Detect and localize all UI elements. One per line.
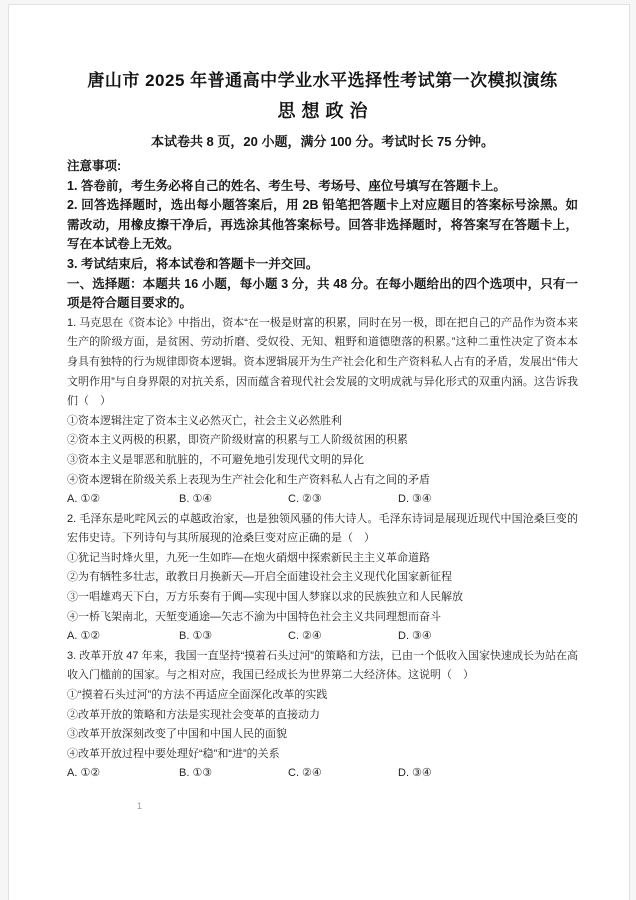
question-2-choice-c: C. ②④: [288, 630, 322, 643]
question-1-choice-c: C. ②③: [288, 493, 322, 506]
question-2-statement-3: ③一唱雄鸡天下白，万方乐奏有于阗—实现中国人梦寐以求的民族独立和人民解放: [67, 591, 463, 604]
notice-item-3: 3. 考试结束后，将本试卷和答题卡一并交回。: [67, 256, 319, 271]
question-1-statement-4: ④资本逻辑在阶级关系上表现为生产社会化和生产资料私人占有之间的矛盾: [67, 473, 430, 486]
question-3-choice-d: D. ③④: [398, 767, 432, 780]
notice-item-2: 2. 回答选择题时，选出每小题答案后，用 2B 铅笔把答题卡上对应题目的答案标号涂黑。如需改动，用橡皮擦干净后，再选涂其他答案标号。回答非选择题时，将答案写在答题卡上，写在本试卷上无效。: [67, 198, 578, 252]
question-1-stem: 1. 马克思在《资本论》中指出，资本“在一极是财富的积累，同时在另一极，即在把自己的产品作为资本来生产的阶级方面，是贫困、劳动折磨、受奴役、无知、粗野和道德堕落的积累。”这种二重性决定了资本本身具有独特的行为规律即资本逻辑。资本逻辑展开为生产社会化和生产资料私人占有的矛盾，发展出“伟大文明作用”与自身界限的对抗关系，因而蕴含着现代社会发展的文明成就与异化形式的双重内涵。这告诉我们（ ）: [67, 316, 578, 408]
question-3-statement-2: ②改革开放的策略和方法是实现社会变革的直接动力: [67, 708, 320, 721]
question-1-choices-row: [67, 490, 578, 510]
subject-title: 思想政治: [277, 101, 374, 121]
exam-info: 本试卷共 8 页，20 小题，满分 100 分。考试时长 75 分钟。: [150, 134, 495, 149]
question-3-statement-3: ③改革开放深刻改变了中国和中国人民的面貌: [67, 728, 287, 741]
question-2: [67, 510, 578, 647]
question-2-choice-d: D. ③④: [398, 630, 432, 643]
question-2-choices-row: [67, 627, 578, 647]
question-3-choice-a: A. ①②: [67, 767, 101, 780]
page-title: 唐山市 2025 年普通高中学业水平选择性考试第一次模拟演练: [87, 71, 558, 90]
question-3-choices-row: [67, 764, 578, 784]
question-1-choice-a: A. ①②: [67, 493, 101, 506]
question-2-statement-1: ①犹记当时烽火里，九死一生如昨—在炮火硝烟中探索新民主主义革命道路: [67, 551, 430, 564]
question-2-choice-b: B. ①③: [179, 630, 213, 643]
question-1-choice-b: B. ①④: [179, 493, 213, 506]
question-2-statement-2: ②为有牺牲多壮志，敢教日月换新天—开启全面建设社会主义现代化国家新征程: [67, 571, 452, 584]
notice-item-1: 1. 答卷前，考生务必将自己的姓名、考生号、考场号、座位号填写在答题卡上。: [67, 178, 506, 193]
question-1-statement-3: ③资本主义是罪恶和肮脏的，不可避免地引发现代文明的异化: [67, 453, 364, 466]
question-2-statement-4: ④一桥飞架南北，天堑变通途—矢志不渝为中国特色社会主义共同理想而奋斗: [67, 610, 441, 623]
section-heading: 一、选择题：本题共 16 小题，每小题 3 分，共 48 分。在每小题给出的四个选项中，只有一项是符合题目要求的。: [67, 276, 578, 311]
question-3-statement-4: ④改革开放过程中要处理好“稳”和“进”的关系: [67, 747, 280, 760]
document-page: [8, 4, 630, 900]
question-2-stem: 2. 毛泽东是叱咤风云的卓越政治家，也是独领风骚的伟大诗人。毛泽东诗词是展现近现代中国沧桑巨变的宏伟史诗。下列诗句与其所展现的沧桑巨变对应正确的是（ ）: [67, 512, 578, 545]
question-3-stem: 3. 改革开放 47 年来，我国一直坚持“摸着石头过河”的策略和方法，已由一个低收入国家快速成长为站在高收入门槛前的国家。与之相对应，我国已经成长为世界第二大经济体。这说明（ ）: [67, 649, 578, 682]
notice-block: [67, 157, 578, 314]
question-2-choice-a: A. ①②: [67, 630, 101, 643]
page-number: 1: [137, 801, 143, 811]
question-1-statement-2: ②资本主义两极的积累，即资产阶级财富的积累与工人阶级贫困的积累: [67, 434, 408, 447]
question-1-statement-1: ①资本逻辑注定了资本主义必然灭亡，社会主义必然胜利: [67, 414, 342, 427]
question-3: [67, 647, 578, 784]
page-content: [9, 5, 629, 784]
question-1-choice-d: D. ③④: [398, 493, 432, 506]
question-3-choice-b: B. ①③: [179, 767, 213, 780]
question-1: [67, 314, 578, 510]
question-3-statement-1: ①“摸着石头过河”的方法不再适应全面深化改革的实践: [67, 689, 328, 702]
question-3-choice-c: C. ②④: [288, 767, 322, 780]
notice-heading: 注意事项:: [67, 159, 122, 173]
